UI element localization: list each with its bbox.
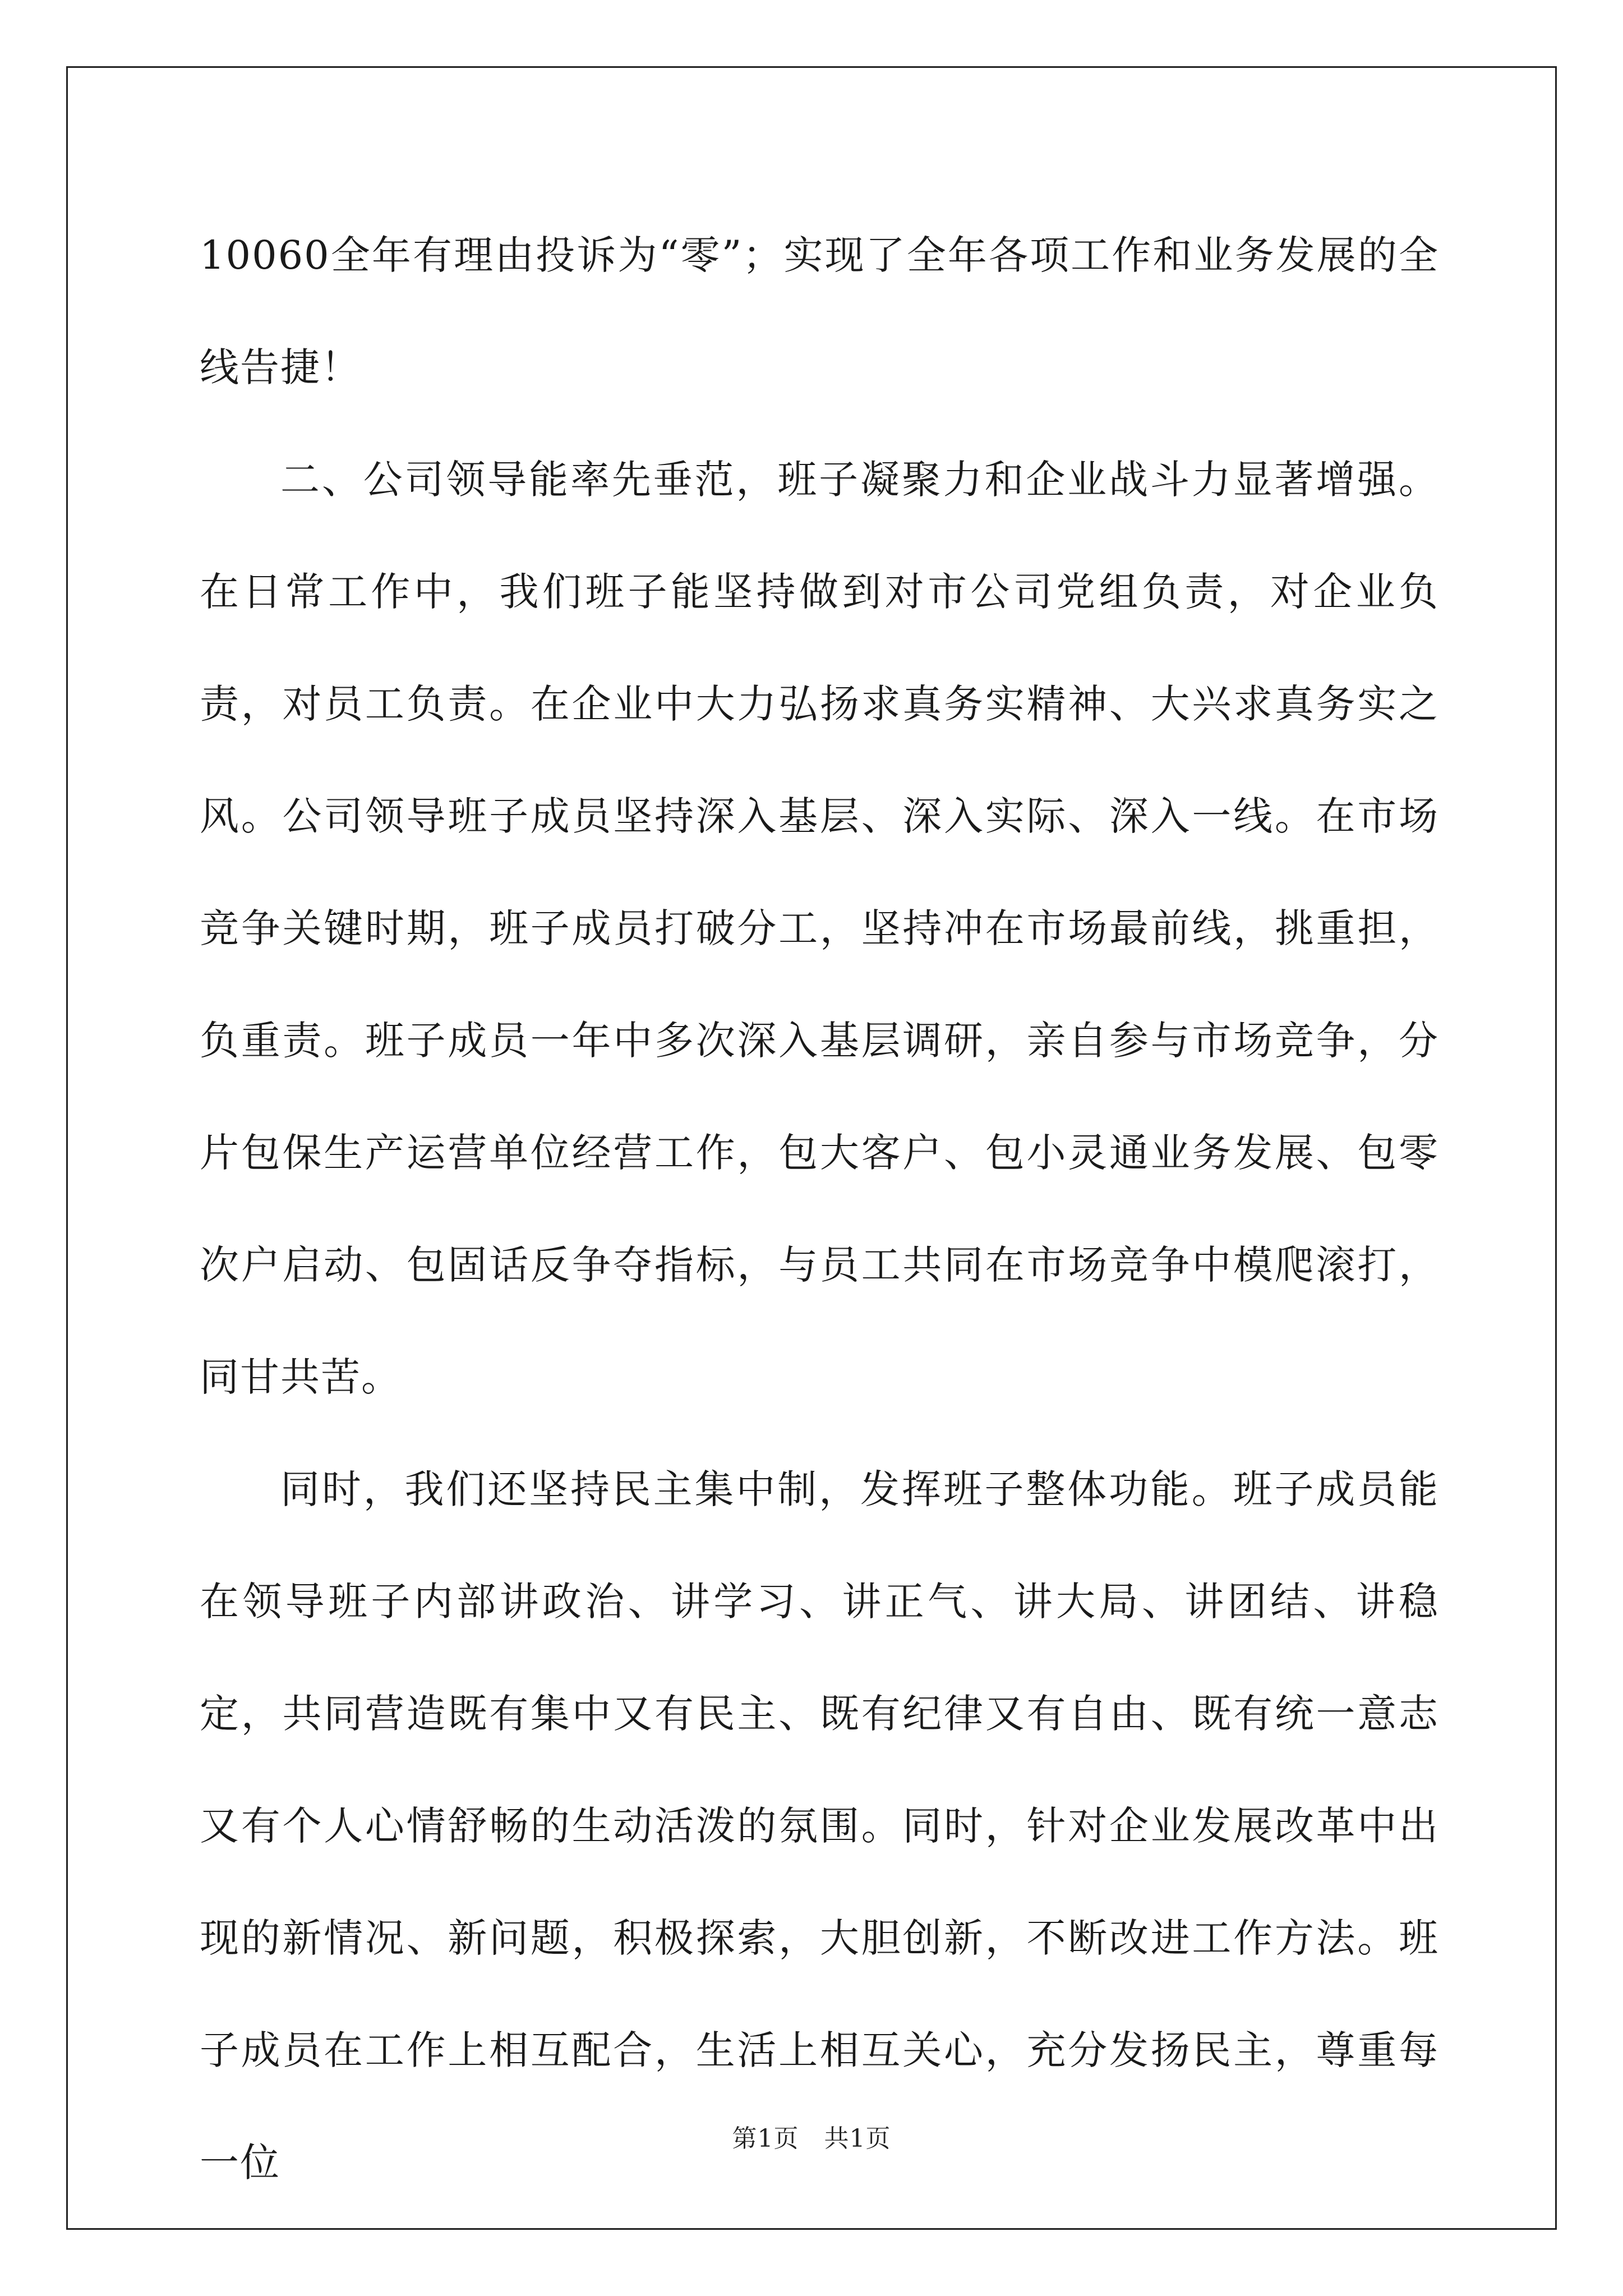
paragraph-1: 10060全年有理由投诉为“零”；实现了全年各项工作和业务发展的全线告捷！ — [200, 232, 1439, 390]
document-body — [200, 199, 1439, 2219]
page-number-footer: 第1页 共1页 — [732, 2124, 891, 2153]
paragraph-3: 同时，我们还坚持民主集中制，发挥班子整体功能。班子成员能在领导班子内部讲政治、讲学习、讲正气、讲大局、讲团结、讲稳定，共同营造既有集中又有民主、既有纪律又有自由、既有统一意志又有个人心情舒畅的生动活泼的氛围。同时，针对企业发展改革中出现的新情况、新问题，积极探索，大胆创新，不断改进工作方法。班子成员在工作上相互配合，生活上相互关心，充分发扬民主，尊重每一位 — [200, 1466, 1439, 2185]
paragraph-2: 二、公司领导能率先垂范，班子凝聚力和企业战斗力显著增强。在日常工作中，我们班子能坚持做到对市公司党组负责，对企业负责，对员工负责。在企业中大力弘扬求真务实精神、大兴求真务实之风。公司领导班子成员坚持深入基层、深入实际、深入一线。在市场竞争关键时期，班子成员打破分工，坚持冲在市场最前线，挑重担，负重责。班子成员一年中多次深入基层调研，亲自参与市场竞争，分片包保生产运营单位经营工作，包大客户、包小灵通业务发展、包零次户启动、包固话反争夺指标，与员工共同在市场竞争中模爬滚打，同甘共苦。 — [200, 457, 1439, 1400]
